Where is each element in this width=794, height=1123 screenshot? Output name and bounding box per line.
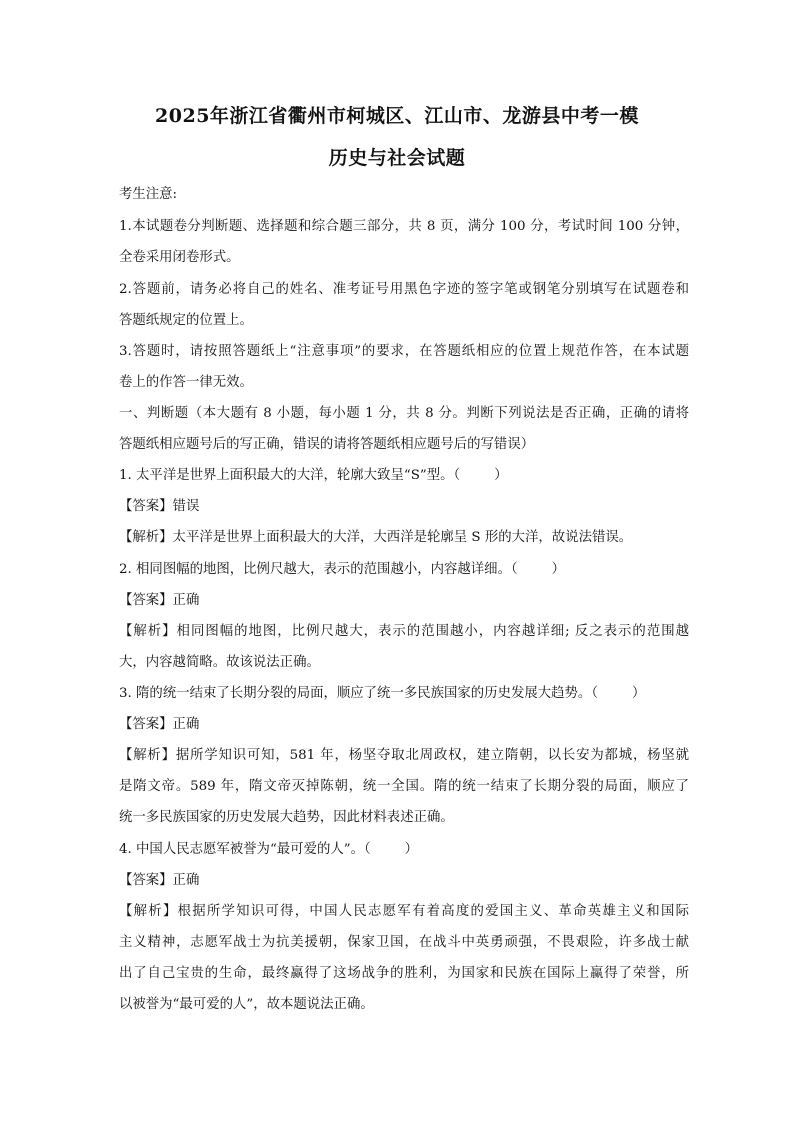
question-1-text: 1. 太平洋是世界上面积最大的大洋，轮廓大致呈“S”型。（ (119, 468, 461, 483)
doc-subtitle: 历史与社会试题 (328, 147, 466, 169)
question-3-analysis-line-2: 是隋文帝。589 年，隋文帝灭掉陈朝，统一全国。隋的统一结束了长期分裂的局面，顺应了 (119, 779, 689, 794)
section-heading-line-1: 一、判断题（本大题有 8 小题，每小题 1 分，共 8 分。判断下列说法是否正确，正确的请将 (119, 406, 689, 421)
question-2-analysis-line-1: 【解析】相同图幅的地图，比例尺越大，表示的范围越小，内容越详细; 反之表示的范围越 (119, 624, 689, 639)
question-2-close: ） (551, 562, 566, 577)
question-4-text: 4. 中国人民志愿军被誉为“最可爱的人”。（ (119, 842, 371, 857)
notice-2-line-2: 答题纸规定的位置上。 (119, 313, 253, 328)
question-2-analysis-line-2: 大，内容越简略。故该说法正确。 (119, 655, 320, 670)
question-3-stem (119, 685, 689, 703)
question-2-answer: 【答案】正确 (119, 593, 200, 608)
doc-title: 2025年浙江省衢州市柯城区、江山市、龙游县中考一模 (155, 105, 639, 127)
question-1-stem (119, 467, 689, 485)
question-2-text: 2. 相同图幅的地图，比例尺越大，表示的范围越小，内容越详细。（ (119, 562, 518, 577)
notice-3-line-1: 3.答题时，请按照答题纸上“注意事项”的要求，在答题纸相应的位置上规范作答，在本试题 (119, 344, 689, 359)
question-3-answer: 【答案】正确 (119, 717, 200, 732)
notice-heading: 考生注意: (119, 187, 178, 202)
question-4-analysis-line-2: 主义精神，志愿军战士为抗美援朝，保家卫国，在战斗中英勇顽强，不畏艰险，许多战士献 (119, 935, 689, 950)
question-4-analysis-line-3: 出了自己宝贵的生命，最终赢得了这场战争的胜利，为国家和民族在国际上赢得了荣誉，所 (119, 966, 689, 981)
question-1-close: ） (494, 468, 508, 483)
question-3-analysis-line-1: 【解析】据所学知识可知，581 年，杨坚夺取北周政权，建立隋朝，以长安为都城，杨坚就 (119, 748, 689, 763)
question-4-close: ） (404, 842, 419, 857)
question-2-stem (119, 561, 689, 579)
notice-3-line-2: 卷上的作答一律无效。 (119, 375, 253, 390)
question-3-analysis-line-3: 统一多民族国家的历史发展大趋势，因此材料表述正确。 (119, 810, 454, 825)
question-4-analysis-line-4: 以被誉为“最可爱的人”，故本题说法正确。 (119, 997, 374, 1012)
notice-1-line-1: 1.本试题卷分判断题、选择题和综合题三部分，共 8 页，满分 100 分，考试时间 100 分钟， (119, 219, 689, 234)
notice-2-line-1: 2.答题前，请务必将自己的姓名、准考证号用黑色字迹的签字笔或钢笔分别填写在试题卷和 (119, 282, 689, 297)
question-4-answer: 【答案】正确 (119, 873, 200, 888)
section-heading-line-2: 答题纸相应题号后的写正确，错误的请将答题纸相应题号后的写错误） (119, 437, 535, 452)
question-4-stem (119, 841, 689, 859)
question-4-analysis-line-1: 【解析】根据所学知识可得，中国人民志愿军有着高度的爱国主义、革命英雄主义和国际 (119, 904, 689, 919)
question-3-close: ） (632, 686, 646, 701)
question-3-text: 3. 隋的统一结束了长期分裂的局面，顺应了统一多民族国家的历史发展大趋势。（ (119, 686, 599, 701)
notice-1-line-2: 全卷采用闭卷形式。 (119, 250, 240, 265)
question-1-analysis-line-1: 【解析】太平洋是世界上面积最大的大洋，大西洋是轮廓呈 S 形的大洋，故说法错误。 (119, 530, 633, 545)
question-1-answer: 【答案】错误 (119, 499, 200, 514)
